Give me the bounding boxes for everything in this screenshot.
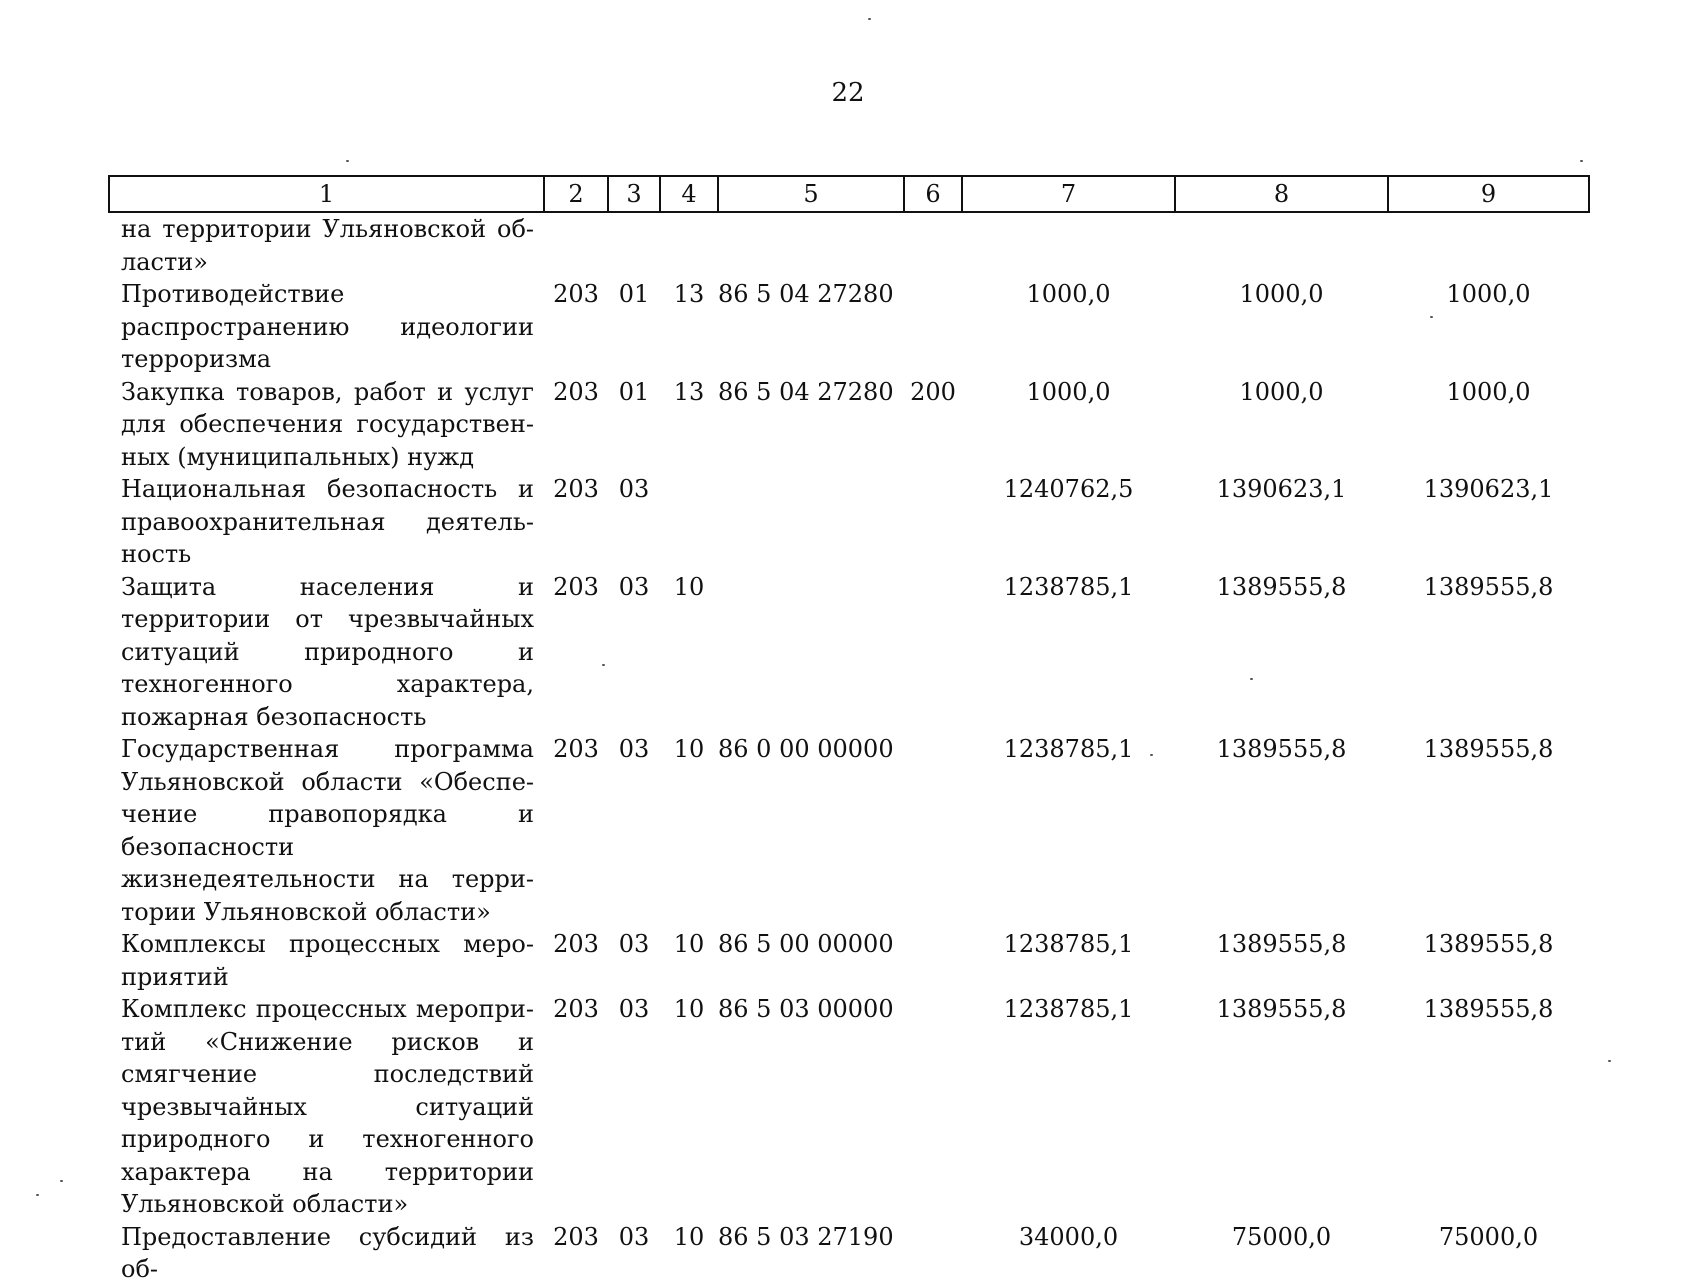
budget-table-container [108,175,1588,1286]
cell-target-article [718,212,904,278]
cell-amount-col7: 1240762,5 [1003,475,1134,503]
cell-name: Государственная программа Ульяновской области «Обеспечение правопорядка и безопасности жизнедеятельности на территории Ульяновской области» [121,735,534,926]
cell-amount-col7: 1238785,1 [1003,995,1134,1023]
table-row [109,1221,1589,1286]
cell-expense-type: 200 [910,377,956,406]
table-header [109,176,1589,212]
table-row [109,993,1589,1221]
cell-name: Защита населения и территории от чрезвычайных ситуаций природного и техногенного характера, пожарная безопасность [121,572,534,731]
cell-target-article: 86 5 04 27280 [718,280,894,308]
column-header-4: 4 [660,176,718,212]
cell-amount-col7 [962,212,1175,278]
cell-amount-col8: 75000,0 [1231,1222,1332,1251]
column-header-8: 8 [1175,176,1388,212]
cell-razdel: 03 [618,572,650,601]
cell-amount-col9: 1000,0 [1446,280,1531,308]
column-header-5: 5 [718,176,904,212]
cell-glava: 203 [553,280,599,308]
cell-amount-col7: 1000,0 [1026,377,1111,406]
cell-expense-type [904,993,962,1221]
cell-amount-col8 [1175,212,1388,278]
column-header-2: 2 [544,176,608,212]
cell-glava: 203 [553,1222,599,1251]
budget-table [108,175,1590,1286]
cell-target-article: 86 5 03 27190 [718,1222,894,1251]
cell-podrazdel: 10 [673,995,705,1023]
cell-target-article: 86 0 00 00000 [718,735,894,763]
cell-amount-col8: 1389555,8 [1216,572,1347,601]
cell-name: Комплекс процессных меропритий «Снижение рисков и смягчение последствий чрезвычайных ситуаций природного и техногенного характера на территории Ульяновской области» [121,995,534,1218]
cell-name: Комплексы процессных мероприятий [121,930,534,991]
table-body [109,212,1589,1286]
scan-speck [1580,160,1583,162]
cell-glava: 203 [553,735,599,763]
cell-amount-col9: 1390623,1 [1423,475,1554,503]
cell-name: Противодействие распространению идеологии терроризма [121,280,534,373]
table-row [109,212,1589,278]
cell-target-article: 86 5 00 00000 [718,930,894,958]
scan-speck [1608,1060,1611,1062]
cell-target-article [718,571,904,734]
cell-expense-type [904,473,962,571]
table-row [109,571,1589,734]
cell-razdel: 03 [618,930,650,958]
table-row [109,733,1589,928]
cell-podrazdel: 10 [673,1222,705,1251]
scan-speck [1430,316,1433,318]
scan-speck [60,1180,63,1182]
cell-amount-col8: 1389555,8 [1216,995,1347,1023]
cell-amount-col8: 1000,0 [1239,377,1324,406]
cell-glava [544,212,608,278]
scan-speck [346,160,349,162]
cell-amount-col8: 1389555,8 [1216,735,1347,763]
column-header-6: 6 [904,176,962,212]
cell-glava: 203 [553,572,599,601]
cell-razdel [608,212,660,278]
cell-podrazdel [660,212,718,278]
cell-amount-col8: 1000,0 [1239,280,1324,308]
cell-razdel: 03 [618,995,650,1023]
cell-amount-col7: 1238785,1 [1003,572,1134,601]
cell-amount-col7: 34000,0 [1018,1222,1119,1251]
cell-amount-col9 [1388,212,1589,278]
cell-glava: 203 [553,995,599,1023]
cell-podrazdel: 13 [673,280,705,308]
cell-glava: 203 [553,475,599,503]
cell-amount-col9: 75000,0 [1438,1222,1539,1251]
cell-amount-col7: 1238785,1 [1003,735,1134,763]
column-header-7: 7 [962,176,1175,212]
table-row [109,278,1589,376]
cell-razdel: 03 [618,475,650,503]
page-number: 22 [831,78,865,108]
cell-podrazdel: 10 [673,572,705,601]
column-header-3: 3 [608,176,660,212]
scan-speck [1250,678,1253,680]
cell-podrazdel: 10 [673,930,705,958]
cell-name: Закупка товаров, работ и услуг для обеспечения государственных (муниципальных) нужд [121,377,534,471]
cell-razdel: 01 [618,280,650,308]
table-row [109,376,1589,474]
column-header-9: 9 [1388,176,1589,212]
cell-target-article: 86 5 04 27280 [718,377,894,406]
scan-speck [1150,754,1153,756]
cell-razdel: 01 [618,377,650,406]
cell-amount-col7: 1000,0 [1026,280,1111,308]
cell-amount-col9: 1389555,8 [1423,572,1554,601]
cell-podrazdel: 10 [673,735,705,763]
column-header-1: 1 [109,176,544,212]
cell-glava: 203 [553,930,599,958]
table-row [109,473,1589,571]
scan-speck [36,1194,39,1196]
cell-amount-col9: 1389555,8 [1423,995,1554,1023]
cell-amount-col8: 1389555,8 [1216,930,1347,958]
cell-razdel: 03 [618,735,650,763]
cell-amount-col9: 1000,0 [1446,377,1531,406]
cell-expense-type [904,1221,962,1286]
cell-expense-type [904,571,962,734]
cell-name: Предоставление субсидий из об- [121,1222,534,1283]
cell-podrazdel [660,473,718,571]
cell-amount-col8: 1390623,1 [1216,475,1347,503]
cell-expense-type [904,278,962,376]
scan-speck [602,664,605,666]
cell-amount-col9: 1389555,8 [1423,930,1554,958]
cell-amount-col9: 1389555,8 [1423,735,1554,763]
cell-target-article [718,473,904,571]
cell-expense-type [904,212,962,278]
cell-razdel: 03 [618,1222,650,1251]
cell-expense-type [904,733,962,928]
cell-name: Национальная безопасность и правоохранительная деятельность [121,475,534,568]
cell-podrazdel: 13 [673,377,705,406]
header-row [109,176,1589,212]
cell-amount-col7: 1238785,1 [1003,930,1134,958]
cell-expense-type [904,928,962,993]
table-row [109,928,1589,993]
cell-glava: 203 [553,377,599,406]
scan-speck [868,18,871,20]
cell-name: на территории Ульяновской области» [121,215,534,276]
cell-target-article: 86 5 03 00000 [718,995,894,1023]
